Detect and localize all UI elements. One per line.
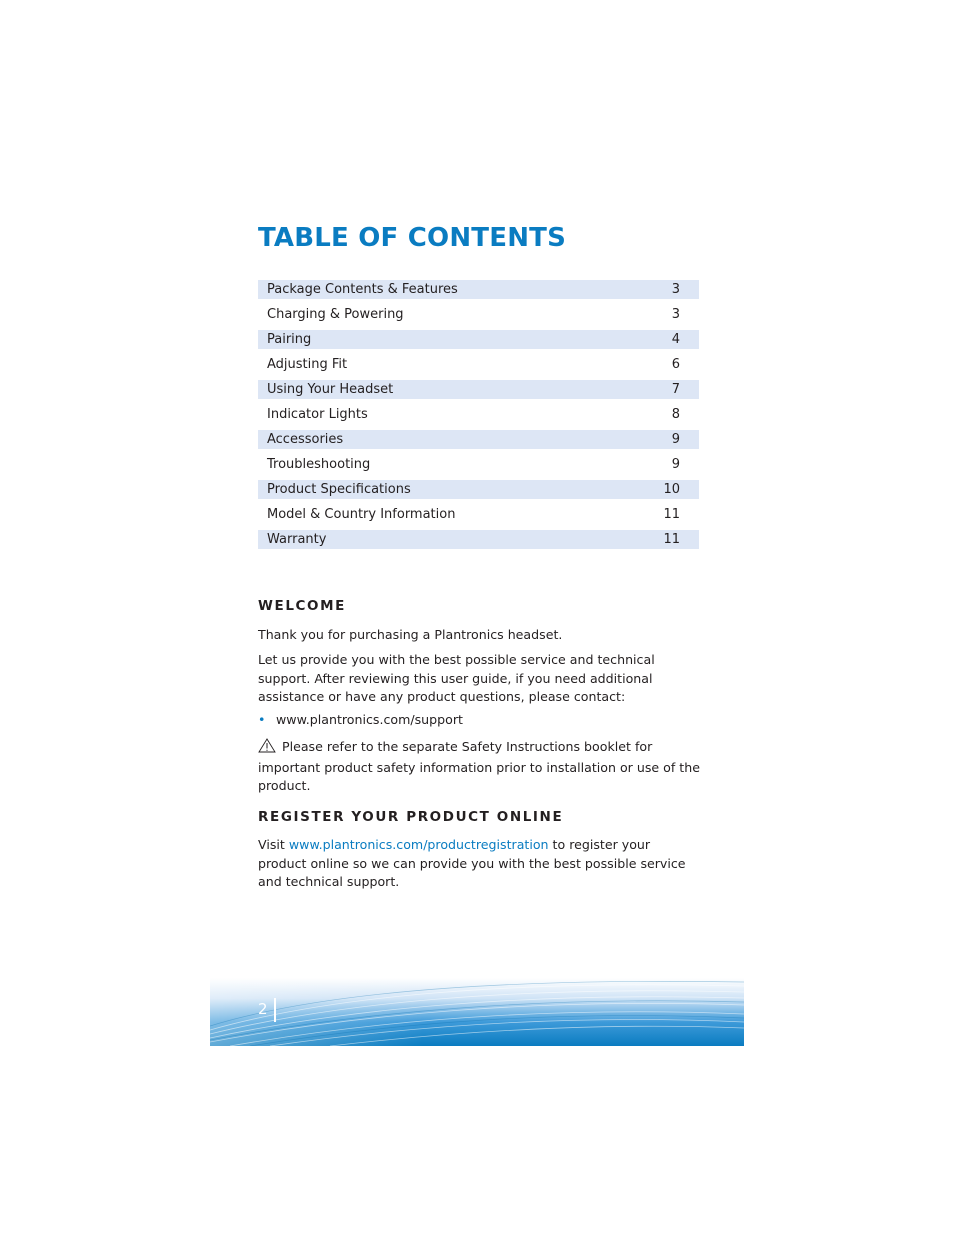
toc-entry-page: 11 xyxy=(663,507,680,522)
table-of-contents xyxy=(258,280,699,555)
footer-band xyxy=(210,978,744,1046)
registration-link[interactable]: www.plantronics.com/productregistration xyxy=(288,837,549,852)
toc-entry-page: 10 xyxy=(663,482,680,497)
toc-row[interactable] xyxy=(258,380,699,399)
toc-entry-label: Warranty xyxy=(267,532,327,547)
safety-notice xyxy=(258,738,700,796)
toc-entry-label: Accessories xyxy=(267,432,344,447)
page-number: 2 xyxy=(258,1000,268,1018)
toc-row[interactable] xyxy=(258,280,699,299)
toc-entry-label: Charging & Powering xyxy=(267,307,404,322)
toc-entry-label: Package Contents & Features xyxy=(267,282,458,297)
toc-entry-label: Using Your Headset xyxy=(267,382,394,397)
register-prefix: Visit xyxy=(258,837,289,852)
warning-triangle-icon xyxy=(258,738,276,759)
toc-entry-label: Model & Country Information xyxy=(267,507,456,522)
safety-text: Please refer to the separate Safety Instructions booklet for important product safety information prior to installation or use of the product. xyxy=(258,739,700,794)
toc-entry-label: Adjusting Fit xyxy=(267,357,348,372)
page-number-divider xyxy=(274,998,276,1022)
toc-entry-page: 3 xyxy=(671,307,680,322)
toc-entry-page: 4 xyxy=(671,332,680,347)
toc-row[interactable] xyxy=(258,455,699,474)
register-heading: REGISTER YOUR PRODUCT ONLINE xyxy=(258,809,564,825)
toc-row[interactable] xyxy=(258,430,699,449)
toc-entry-page: 9 xyxy=(671,432,680,447)
toc-row[interactable] xyxy=(258,530,699,549)
toc-entry-page: 11 xyxy=(663,532,680,547)
register-suffix: to register your product online so we can provide you with the best possible service and technical support. xyxy=(258,837,686,890)
toc-entry-page: 7 xyxy=(671,382,680,397)
toc-row[interactable] xyxy=(258,405,699,424)
welcome-intro: Let us provide you with the best possible service and technical support. After reviewing this user guide, if you need additional assistance or have any product questions, please contact: xyxy=(258,652,655,705)
toc-entry-page: 3 xyxy=(671,282,680,297)
toc-row[interactable] xyxy=(258,305,699,324)
toc-entry-label: Indicator Lights xyxy=(267,407,368,422)
bullet-icon: • xyxy=(258,712,266,727)
toc-entry-page: 6 xyxy=(671,357,680,372)
welcome-thanks: Thank you for purchasing a Plantronics headset. xyxy=(258,627,563,642)
toc-entry-label: Troubleshooting xyxy=(267,457,371,472)
toc-row[interactable] xyxy=(258,330,699,349)
toc-entry-label: Pairing xyxy=(267,332,312,347)
welcome-heading: WELCOME xyxy=(258,598,346,614)
toc-row[interactable] xyxy=(258,480,699,499)
support-bullet-item xyxy=(258,711,700,730)
toc-row[interactable] xyxy=(258,505,699,524)
footer-wave-graphic xyxy=(210,978,744,1046)
toc-entry-page: 9 xyxy=(671,457,680,472)
page-title: TABLE OF CONTENTS xyxy=(258,223,567,253)
toc-entry-page: 8 xyxy=(671,407,680,422)
toc-row[interactable] xyxy=(258,355,699,374)
support-link[interactable]: www.plantronics.com/support xyxy=(276,712,463,727)
toc-entry-label: Product Specifications xyxy=(267,482,411,497)
register-paragraph xyxy=(258,836,700,892)
